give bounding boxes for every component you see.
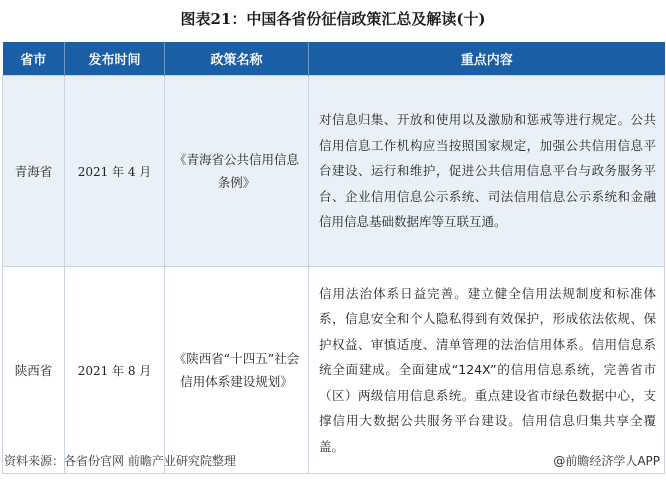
cell-date: 2021 年 8 月 (65, 267, 165, 474)
cell-province: 陕西省 (3, 267, 65, 474)
table-row (3, 267, 665, 474)
cell-content: 对信息归集、开放和使用以及激励和惩戒等进行规定。公共信用信息工作机构应当按照国家规定，加强公共信用信息平台建设、运行和维护，促进公共信用信息平台与政务服务平台、企业信用信息公示系统、司法信用信息公示系统和金融信用信息基础数据库等互联互通。 (309, 76, 665, 267)
page-title: 图表21：中国各省份征信政策汇总及解读(十) (180, 10, 486, 28)
cell-policy: 《青海省公共信用信息条例》 (165, 76, 309, 267)
cell-policy: 《陕西省“十四五”社会信用体系建设规划》 (165, 267, 309, 474)
table-row (3, 76, 665, 267)
cell-province: 青海省 (3, 76, 65, 267)
table-header-row (3, 42, 665, 76)
header-content: 重点内容 (309, 42, 665, 76)
cell-content: 信用法治体系日益完善。建立健全信用法规制度和标准体系，信息安全和个人隐私得到有效保护，形成依法依规、保护权益、审慎适度、清单管理的法治信用体系。信用信息系统全面建成。全面建成“124X”的信用信息系统，完善省市（区）两级信用信息系统。重点建设省市绿色数据中心，支撑信用大数据公共服务平台建设。信用信息归集共享全覆盖。 (309, 267, 665, 474)
cell-date: 2021 年 4 月 (65, 76, 165, 267)
header-province: 省市 (3, 42, 65, 76)
policy-table (2, 42, 665, 474)
header-date: 发布时间 (65, 42, 165, 76)
source-note: 资料来源：各省份官网 前瞻产业研究院整理 (4, 454, 236, 468)
header-policy: 政策名称 (165, 42, 309, 76)
brand-credit: @前瞻经济学人APP (553, 454, 660, 468)
